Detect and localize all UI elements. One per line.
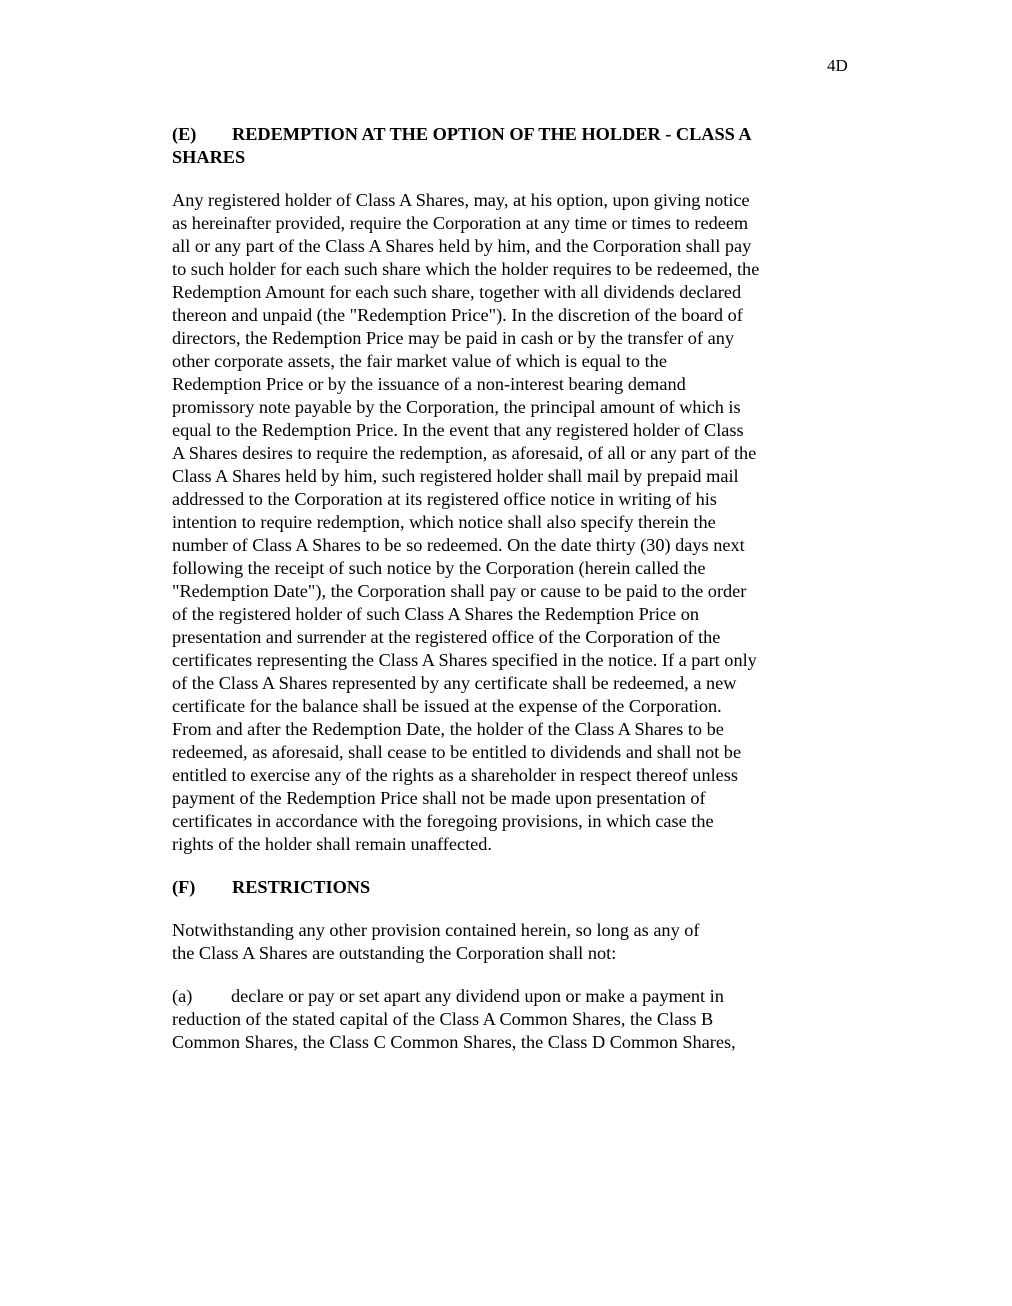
section-e-line: other corporate assets, the fair market value of which is equal to the — [172, 351, 667, 371]
section-f-title: RESTRICTIONS — [232, 877, 371, 897]
section-f-intro-line: the Class A Shares are outstanding the Corporation shall not: — [172, 943, 617, 963]
section-e-line: Redemption Price or by the issuance of a non-interest bearing demand — [172, 374, 686, 394]
section-f-heading — [172, 876, 852, 899]
section-f-marker: (F) — [172, 877, 196, 897]
section-f-intro-line: Notwithstanding any other provision contained herein, so long as any of — [172, 920, 700, 940]
section-e-line: redeemed, as aforesaid, shall cease to be entitled to dividends and shall not be — [172, 742, 742, 762]
section-e-line: "Redemption Date"), the Corporation shall pay or cause to be paid to the order — [172, 581, 747, 601]
section-e-line: rights of the holder shall remain unaffected. — [172, 834, 492, 854]
section-e-line: Redemption Amount for each such share, together with all dividends declared — [172, 282, 742, 302]
section-e-line: Any registered holder of Class A Shares, may, at his option, upon giving notice — [172, 190, 750, 210]
section-e-line: of the Class A Shares represented by any certificate shall be redeemed, a new — [172, 673, 737, 693]
item-a-line: reduction of the stated capital of the Class A Common Shares, the Class B — [172, 1009, 714, 1029]
section-e-line: as hereinafter provided, require the Corporation at any time or times to redeem — [172, 213, 749, 233]
section-e-line: equal to the Redemption Price. In the event that any registered holder of Class — [172, 420, 744, 440]
section-e-line: payment of the Redemption Price shall not be made upon presentation of — [172, 788, 706, 808]
section-e-heading — [172, 123, 852, 169]
page-number: 4D — [827, 56, 848, 75]
section-e-line: of the registered holder of such Class A Shares the Redemption Price on — [172, 604, 699, 624]
section-e-line: addressed to the Corporation at its registered office notice in writing of his — [172, 489, 717, 509]
document-body — [172, 123, 852, 1074]
section-e-line: intention to require redemption, which notice shall also specify therein the — [172, 512, 716, 532]
section-e-line: to such holder for each such share which the holder requires to be redeemed, the — [172, 259, 760, 279]
section-e-line: number of Class A Shares to be so redeemed. On the date thirty (30) days next — [172, 535, 745, 555]
section-e-title-line2: SHARES — [172, 147, 246, 167]
section-f-item-a — [172, 985, 852, 1054]
item-a-continuation — [172, 1008, 852, 1054]
section-e-line: promissory note payable by the Corporation, the principal amount of which is — [172, 397, 741, 417]
section-f-intro-paragraph — [172, 919, 852, 965]
item-a-first-line — [172, 985, 852, 1008]
section-e-line: certificates representing the Class A Shares specified in the notice. If a part only — [172, 650, 757, 670]
section-e-line: From and after the Redemption Date, the holder of the Class A Shares to be — [172, 719, 724, 739]
section-e-line: entitled to exercise any of the rights as a shareholder in respect thereof unless — [172, 765, 739, 785]
section-e-paragraph — [172, 189, 852, 856]
section-e-line: presentation and surrender at the registered office of the Corporation of the — [172, 627, 721, 647]
section-e-title-line1: REDEMPTION AT THE OPTION OF THE HOLDER - CLASS A — [232, 124, 752, 144]
section-e-line: all or any part of the Class A Shares held by him, and the Corporation shall pay — [172, 236, 752, 256]
item-a-line: Common Shares, the Class C Common Shares, the Class D Common Shares, — [172, 1032, 736, 1052]
section-e-line: A Shares desires to require the redemption, as aforesaid, of all or any part of the — [172, 443, 757, 463]
section-e-line: directors, the Redemption Price may be paid in cash or by the transfer of any — [172, 328, 734, 348]
section-e-line: thereon and unpaid (the "Redemption Price"). In the discretion of the board of — [172, 305, 743, 325]
item-a-marker: (a) — [172, 986, 193, 1006]
section-e-line: following the receipt of such notice by the Corporation (herein called the — [172, 558, 706, 578]
section-e-line: certificate for the balance shall be issued at the expense of the Corporation. — [172, 696, 722, 716]
section-e-line: certificates in accordance with the foregoing provisions, in which case the — [172, 811, 714, 831]
section-e-marker: (E) — [172, 124, 197, 144]
section-e-line: Class A Shares held by him, such registered holder shall mail by prepaid mail — [172, 466, 739, 486]
item-a-first-line-text: declare or pay or set apart any dividend upon or make a payment in — [231, 986, 724, 1006]
